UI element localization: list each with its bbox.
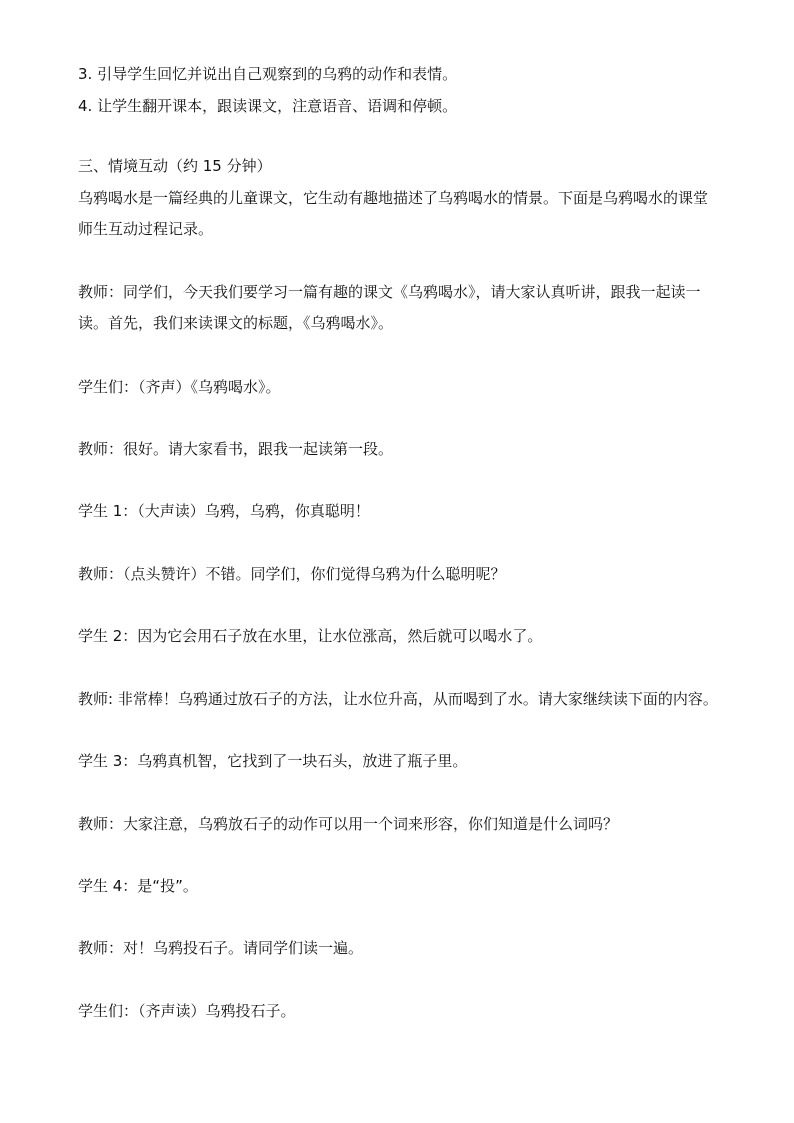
teacher-line-5: 教师：大家注意，乌鸦放石子的动作可以用一个词来形容，你们知道是什么词吗？ bbox=[78, 815, 619, 833]
section-intro-line-1: 乌鸦喝水是一篇经典的儿童课文，它生动有趣地描述了乌鸦喝水的情景。下面是乌鸦喝水的课堂 bbox=[78, 189, 709, 207]
section-intro-line-2: 师生互动过程记录。 bbox=[78, 220, 214, 238]
students-line-2: 学生们：（齐声读）乌鸦投石子。 bbox=[78, 1002, 296, 1020]
student-1-line: 学生 1：（大声读）乌鸦，乌鸦，你真聪明！ bbox=[78, 502, 370, 520]
teacher-line-6: 教师：对！乌鸦投石子。请同学们读一遍。 bbox=[78, 939, 364, 957]
student-3-line: 学生 3：乌鸦真机智，它找到了一块石头，放进了瓶子里。 bbox=[78, 752, 468, 770]
students-line-1: 学生们：（齐声）《乌鸦喝水》。 bbox=[78, 378, 281, 396]
teacher-line-2: 教师：很好。请大家看书，跟我一起读第一段。 bbox=[78, 440, 394, 458]
student-2-line: 学生 2：因为它会用石子放在水里，让水位涨高，然后就可以喝水了。 bbox=[78, 627, 543, 645]
student-4-line: 学生 4：是“投”。 bbox=[78, 877, 198, 895]
teacher-line-1a: 教师：同学们，今天我们要学习一篇有趣的课文《乌鸦喝水》，请大家认真听讲，跟我一起读一 bbox=[78, 283, 701, 301]
teacher-line-3: 教师：（点头赞许）不错。同学们，你们觉得乌鸦为什么聪明呢？ bbox=[78, 565, 506, 583]
step-3: 3. 引导学生回忆并说出自己观察到的乌鸦的动作和表情。 bbox=[78, 65, 458, 83]
step-4: 4. 让学生翻开课本，跟读课文，注意语音、语调和停顿。 bbox=[78, 97, 458, 115]
teacher-line-4: 教师: 非常棒！乌鸦通过放石子的方法，让水位升高，从而喝到了水。请大家继续读下面的内容。 bbox=[78, 690, 718, 708]
section-heading: 三、情境互动（约 15 分钟） bbox=[78, 157, 272, 175]
teacher-line-1b: 读。首先，我们来读课文的标题，《乌鸦喝水》。 bbox=[78, 314, 394, 332]
